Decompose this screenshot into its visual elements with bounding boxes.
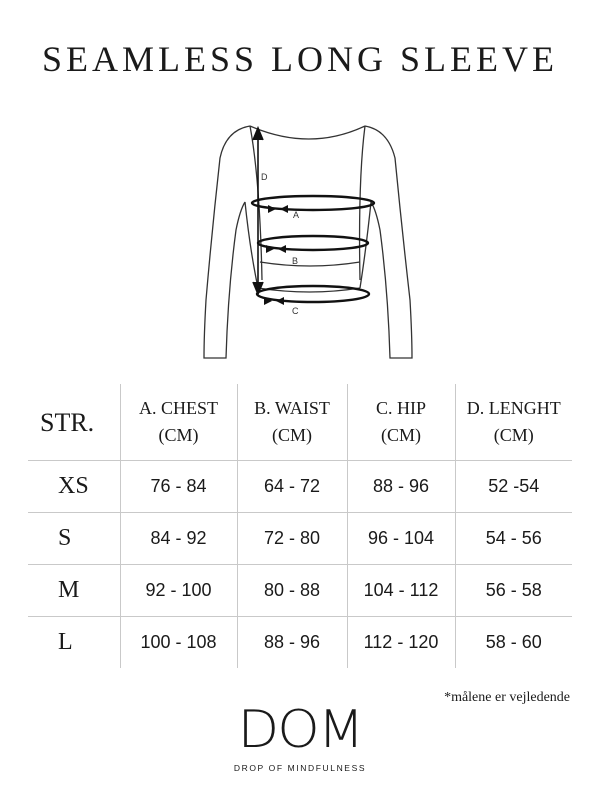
page-title: SEAMLESS LONG SLEEVE	[41, 39, 558, 79]
length-cell: 54 - 56	[455, 513, 572, 565]
header-row	[28, 384, 572, 461]
label-a: A	[293, 210, 300, 220]
hip-cell: 96 - 104	[347, 513, 455, 565]
size-cell: M	[28, 565, 120, 617]
size-table	[28, 384, 572, 668]
column-label: D. LENGHT	[466, 398, 561, 418]
column-unit: (CM)	[493, 425, 534, 445]
column-label: C. HIP	[375, 398, 426, 418]
guidance-note: *målene er vejledende	[444, 690, 570, 705]
hip-cell: 88 - 96	[347, 461, 455, 513]
brand-logo	[220, 699, 380, 776]
hip-cell: 104 - 112	[347, 565, 455, 617]
size-cell: S	[28, 513, 120, 565]
column-unit: (CM)	[272, 425, 312, 445]
waist-cell: 88 - 96	[237, 617, 347, 669]
chest-cell: 92 - 100	[120, 565, 237, 617]
label-c: C	[292, 306, 299, 316]
waist-cell: 72 - 80	[237, 513, 347, 565]
column-label: A. CHEST	[138, 398, 218, 418]
chest-cell: 76 - 84	[120, 461, 237, 513]
length-cell: 58 - 60	[455, 617, 572, 669]
waist-column-header	[237, 384, 347, 461]
hip-cell: 112 - 120	[347, 617, 455, 669]
column-unit: (CM)	[381, 425, 421, 445]
size-column-header: STR.	[28, 384, 120, 461]
label-b: B	[292, 256, 299, 266]
waist-cell: 64 - 72	[237, 461, 347, 513]
logo-wordmark: DOM	[237, 699, 363, 760]
length-column-header	[455, 384, 572, 461]
size-cell: XS	[28, 461, 120, 513]
table-row	[28, 513, 572, 565]
label-d: D	[261, 172, 268, 182]
length-cell: 52 -54	[455, 461, 572, 513]
table-row	[28, 565, 572, 617]
column-unit: (CM)	[158, 425, 199, 445]
table-row	[28, 617, 572, 669]
hip-column-header	[347, 384, 455, 461]
column-label: B. WAIST	[254, 398, 330, 418]
size-cell: L	[58, 629, 73, 655]
logo-tagline: DROP OF MINDFULNESS	[233, 763, 367, 773]
chest-cell: 84 - 92	[120, 513, 237, 565]
waist-cell: 80 - 88	[237, 565, 347, 617]
length-cell: 56 - 58	[455, 565, 572, 617]
table-row	[28, 461, 572, 513]
long-sleeve-diagram	[190, 110, 430, 365]
chest-column-header	[120, 384, 237, 461]
chest-cell: 100 - 108	[120, 617, 237, 669]
garment-outline	[204, 126, 412, 358]
